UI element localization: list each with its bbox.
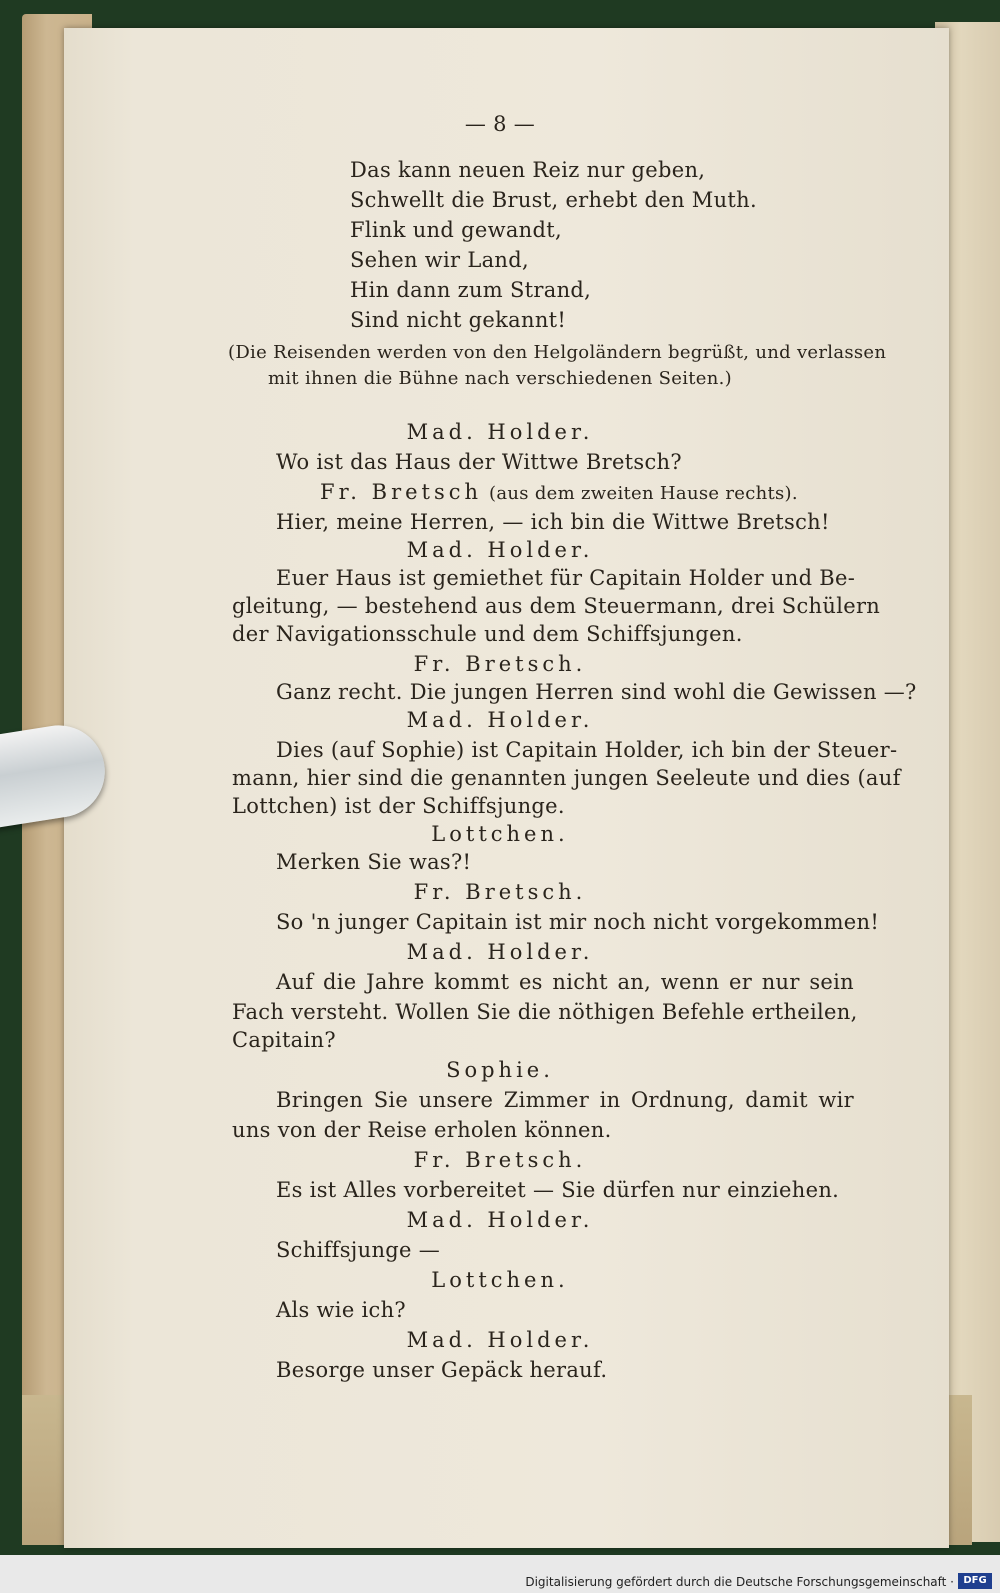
- dialogue-line: Besorge unser Gepäck herauf.: [276, 1358, 608, 1382]
- page-number: — 8 —: [464, 112, 536, 136]
- speaker-name: Fr. Bretsch.: [413, 880, 587, 904]
- verse-line: Das kann neuen Reiz nur geben,: [350, 158, 706, 182]
- dialogue-line: Auf die Jahre kommt es nicht an, wenn er nur sein: [276, 970, 854, 994]
- stage-direction-inline: (aus dem zweiten Hause rechts).: [489, 483, 798, 504]
- stage-direction-line: mit ihnen die Bühne nach verschiedenen Seiten.): [268, 368, 732, 389]
- speaker-name: [320, 480, 798, 504]
- speaker-name: Fr. Bretsch.: [413, 1148, 587, 1172]
- speaker-name: Mad. Holder.: [406, 1328, 594, 1352]
- speaker-name: Mad. Holder.: [406, 420, 594, 444]
- dialogue-line: Lottchen) ist der Schiffsjunge.: [232, 794, 565, 818]
- dialogue-line: Wo ist das Haus der Wittwe Bretsch?: [276, 450, 682, 474]
- dialogue-line: Hier, meine Herren, — ich bin die Wittwe Bretsch!: [276, 510, 830, 534]
- dialogue-line: Als wie ich?: [276, 1298, 406, 1322]
- dialogue-line: Schiffsjunge —: [276, 1238, 441, 1262]
- dialogue-line: Dies (auf Sophie) ist Capitain Holder, ich bin der Steuer-: [276, 738, 898, 762]
- dialogue-line: mann, hier sind die genannten jungen Seeleute und dies (auf: [232, 766, 901, 790]
- verse-line: Hin dann zum Strand,: [350, 278, 592, 302]
- dialogue-line: Euer Haus ist gemiethet für Capitain Holder und Be-: [276, 566, 856, 590]
- dfg-logo: DFG: [958, 1573, 992, 1589]
- speaker-name: Lottchen.: [431, 822, 569, 846]
- stage-direction-line: (Die Reisenden werden von den Helgoländern begrüßt, und verlassen: [228, 342, 887, 363]
- dialogue-line: Ganz recht. Die jungen Herren sind wohl die Gewissen —?: [276, 680, 917, 704]
- verse-line: Flink und gewandt,: [350, 218, 562, 242]
- speaker-name: Fr. Bretsch.: [413, 652, 587, 676]
- dialogue-line: Fach versteht. Wollen Sie die nöthigen Befehle ertheilen,: [232, 1000, 858, 1024]
- speaker-name: Mad. Holder.: [406, 1208, 594, 1232]
- dialogue-line: Merken Sie was?!: [276, 850, 472, 874]
- speaker-name: Mad. Holder.: [406, 538, 594, 562]
- dialogue-line: Es ist Alles vorbereitet — Sie dürfen nur einziehen.: [276, 1178, 840, 1202]
- verse-line: Schwellt die Brust, erhebt den Muth.: [350, 188, 757, 212]
- dialogue-line: So 'n junger Capitain ist mir noch nicht vorgekommen!: [276, 910, 880, 934]
- dialogue-line: Bringen Sie unsere Zimmer in Ordnung, damit wir: [276, 1088, 854, 1112]
- dialogue-line: uns von der Reise erholen können.: [232, 1118, 612, 1142]
- dialogue-line: Capitain?: [232, 1028, 336, 1052]
- dialogue-line: der Navigationsschule und dem Schiffsjungen.: [232, 622, 743, 646]
- speaker-name: Sophie.: [446, 1058, 554, 1082]
- verse-line: Sehen wir Land,: [350, 248, 529, 272]
- verse-line: Sind nicht gekannt!: [350, 308, 567, 332]
- speaker-name: Mad. Holder.: [406, 940, 594, 964]
- dialogue-line: gleitung, — bestehend aus dem Steuermann, drei Schülern: [232, 594, 881, 618]
- speaker-label: Fr. Bretsch: [320, 480, 483, 504]
- speaker-name: Lottchen.: [431, 1268, 569, 1292]
- speaker-name: Mad. Holder.: [406, 708, 594, 732]
- dfg-credit: Digitalisierung gefördert durch die Deutsche Forschungsgemeinschaft ·: [525, 1575, 954, 1589]
